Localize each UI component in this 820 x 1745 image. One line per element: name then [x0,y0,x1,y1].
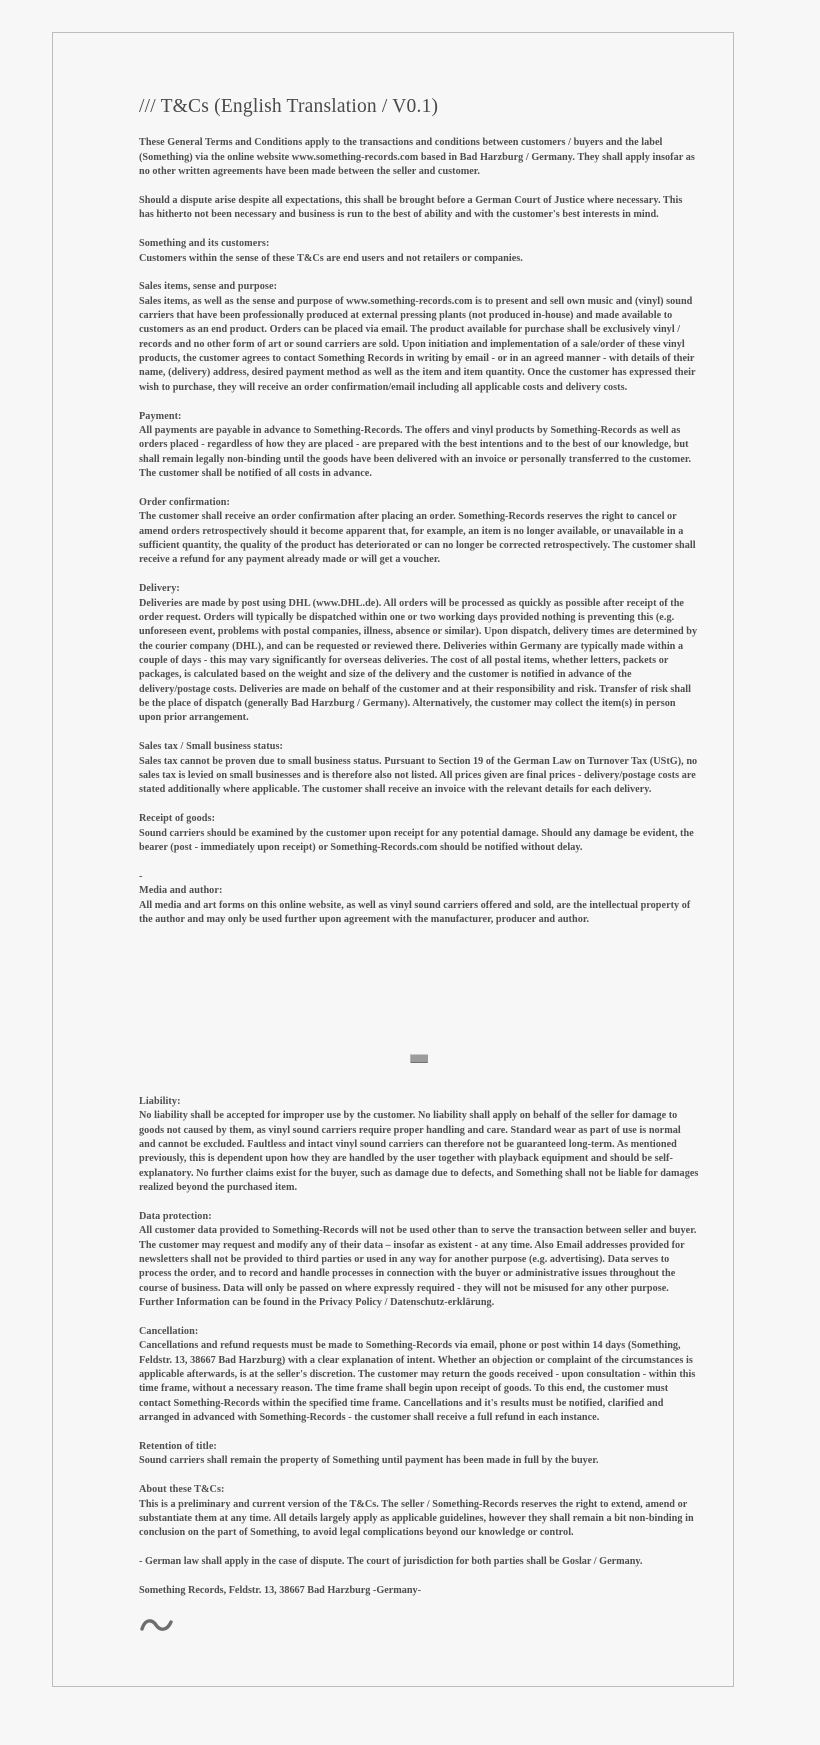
document-page-frame [52,32,734,1687]
section-delivery [139,582,699,725]
section-body: No liability shall be accepted for improper use by the customer. No liability shall apply on behalf of the seller for damage to goods not caused by them, as vinyl sound carriers require proper handling and care. Standard wear as part of use is normal and cannot be excluded. Faultless and intact vinyl sound carriers can therefore not be guaranteed long-term. As mentioned previously, this is dependent upon how they are handled by the user together with playback equipment and should be self-explanatory. No further claims exist for the buyer, such as damage due to defects, and Something shall not be liable for damages realized beyond the purchased item. [139,1110,699,1194]
section-body: Deliveries are made by post using DHL (www.DHL.de). All orders will be processed as quickly as possible after receipt of the order request. Orders will typically be dispatched within one or two working days provided nothing is preventing this (e.g. unforeseen event, problems with postal companies, illness, absence or similar). Upon dispatch, delivery times are determined by the courier company (DHL), and can be requested or reviewed there. Deliveries within Germany are typically made within a couple of days - this may vary significantly for overseas deliveries. The cost of all postal items, whether letters, packets or packages, is calculated based on the weight and size of the delivery and the customer is notified in advance of the delivery/postage costs. Deliveries are made on behalf of the customer and at their responsibility and risk. Transfer of risk shall be the place of dispatch (generally Bad Harzburg / Germany). Alternatively, the customer may collect the item(s) in person upon prior arrangement. [139,597,698,724]
section-heading: Receipt of goods: [139,813,216,825]
section-heading: Sales tax / Small business status: [139,741,283,753]
section-about-these-tcs [139,1483,699,1540]
section-heading: Media and author: [139,885,223,897]
page-separator-slab-icon [410,1054,428,1063]
section-data-protection [139,1210,699,1310]
section-body: Sound carriers should be examined by the customer upon receipt for any potential damage. Should any damage be evident, the bearer (post - immediately upon receipt) or Something-Records.com should be notified without delay. [139,827,694,853]
section-body: The customer shall receive an order confirmation after placing an order. Something-Records reserves the right to cancel or amend orders retrospectively should it become apparent that, for example, an item is no longer available, or unavailable in a sufficient quantity, the quality of the product has deteriorated or can no longer be corrected retrospectively. The customer shall receive a refund for any payment already made or will get a voucher. [139,511,696,566]
section-body: This is a preliminary and current version of the T&Cs. The seller / Something-Records reserves the right to extend, amend or substantiate them at any time. All details largely apply as applicable guidelines, however they shall remain a bit non-binding in conclusion on the part of Something, to avoid legal complications beyond our knowledge or control. [139,1498,694,1539]
section-body: All media and art forms on this online website, as well as vinyl sound carriers offered and sold, are the intellectual property of the author and may only be used further upon agreement with the manufacturer, producer and author. [139,899,691,925]
section-sales-tax-small-business-status [139,740,699,797]
section-liability [139,1095,699,1195]
section-sales-items-sense-and-purpose [139,280,699,395]
section-cancellation [139,1325,699,1425]
section-heading: Cancellation: [139,1325,199,1337]
company-address-line: Something Records, Feldstr. 13, 38667 Bad Harzburg -Germany- [139,1585,422,1597]
section-something-and-its-customers [139,237,699,266]
section-heading: Retention of title: [139,1440,217,1452]
section-heading: Order confirmation: [139,496,231,508]
page-separator-mark [139,1050,699,1090]
page-title: /// T&Cs (English Translation / V0.1) [139,96,439,117]
section-body: Customers within the sense of these T&Cs are end users and not retailers or companies. [139,252,523,264]
intro-paragraph-1: These General Terms and Conditions apply to the transactions and conditions between customers / buyers and the label (Something) via the online website www.something-records.com based in Bad Harzburg / Germany. They shall apply insofar as no other written agreements have been made between the seller and customer. [139,137,695,178]
section-body: Sales items, as well as the sense and purpose of www.something-records.com is to present and sell own music and (vinyl) sound carriers that have been professionally produced at external pressing plants (not produced in-house) and made available to customers as an end product. Orders can be placed via email. The product available for purchase shall be exclusively vinyl / records and no other form of art or sound carriers are sold. Upon initiation and implementation of a sale/order of these vinyl products, the customer agrees to contact Something Records in writing by email - or in an agreed manner - with details of their name, (delivery) address, desired payment method as well as the item and item quantity. Once the customer has expressed their wish to purchase, they will receive an order confirmation/email including all applicable costs and delivery costs. [139,295,696,393]
section-body: All customer data provided to Something-Records will not be used other than to serve the transaction between seller and buyer. The customer may request and modify any of their data – insofar as existent - at any time. Also Email addresses provided for newsletters shall not be provided to third parties or used in any way for another purpose (e.g. advertising). Data serves to process the order, and to record and handle processes in connection with the buyer or administrative issues throughout the course of business. Data will only be passed on where expressly required - they will not be misused for any other purpose. Further Information can be found in the Privacy Policy / Datenschutz-erklärung. [139,1225,697,1309]
section-body: Cancellations and refund requests must be made to Something-Records via email, phone or post within 14 days (Something, Feldstr. 13, 38667 Bad Harzburg) with a clear explanation of intent. Whether an objection or complaint of the circumstances is applicable afterwards, is at the seller's discretion. The customer may return the goods received - upon consultation - within this time frame, without a necessary reason. The time frame shall begin upon receipt of goods. To this end, the customer must contact Something-Records within the specified time frame. Cancellations and it's results must be notified, clarified and arranged in advanced with Something-Records - the customer shall receive a full refund in each instance. [139,1340,696,1424]
section-body: Sales tax cannot be proven due to small business status. Pursuant to Section 19 of the German Law on Turnover Tax (UStG), no sales tax is levied on small businesses and is therefore also not listed. All prices given are final prices - delivery/postage costs are stated additionally where applicable. The customer shall receive an invoice with the relevant details for each delivery. [139,755,698,796]
intro-paragraph-2: Should a dispute arise despite all expectations, this shall be brought before a German Court of Justice where necessary. This has hitherto not been necessary and business is run to the best of ability and with the customer's best interests in mind. [139,194,683,221]
section-payment [139,410,699,482]
section-heading: Data protection: [139,1210,212,1222]
section-body: All payments are payable in advance to Something-Records. The offers and vinyl products by Something-Records as well as orders placed - regardless of how they are placed - are prepared with the best intentions and to the best of our knowledge, but shall remain legally non-binding until the goods have been delivered with an invoice or personally transferred to the customer. The customer shall be notified of all costs in advance. [139,425,692,480]
section-heading: Something and its customers: [139,238,270,250]
section-heading: Liability: [139,1096,181,1107]
tilde-signature-icon [139,1614,699,1646]
jurisdiction-line: - German law shall apply in the case of dispute. The court of jurisdiction for both parties shall be Goslar / Germany. [139,1556,643,1568]
document-content-page-two [139,1095,699,1646]
section-order-confirmation [139,496,699,568]
section-heading: Payment: [139,410,182,422]
section-retention-of-title [139,1440,699,1469]
section-heading: Sales items, sense and purpose: [139,281,278,293]
section-body: Sound carriers shall remain the property of Something until payment has been made in full by the buyer. [139,1455,599,1467]
section-receipt-of-goods [139,812,699,855]
section-media-and-author [139,870,699,927]
section-heading: Delivery: [139,583,180,595]
section-heading: About these T&Cs: [139,1484,225,1496]
lone-dash-line: - [139,870,143,882]
document-content [139,95,699,1597]
